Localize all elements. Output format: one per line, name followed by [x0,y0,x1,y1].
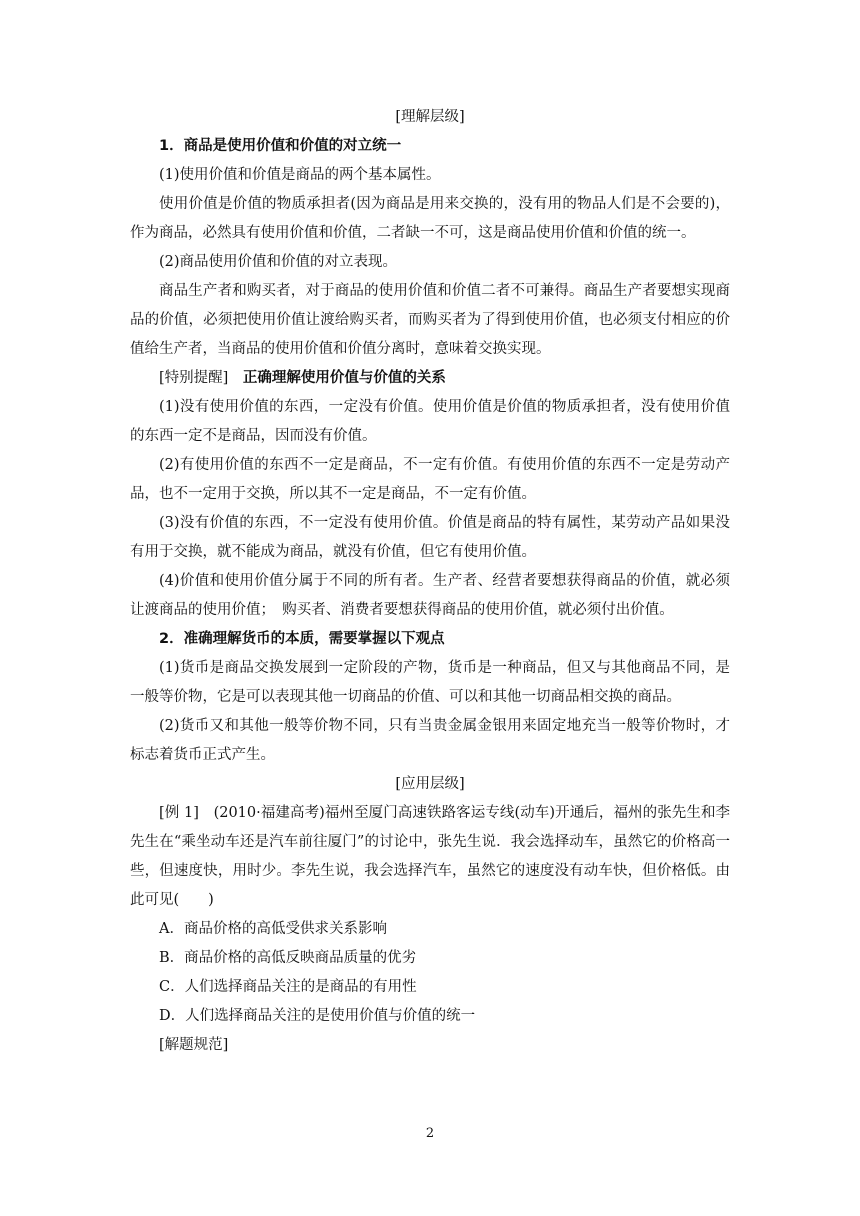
point2-item-2: (2)货币又和其他一般等价物不同，只有当贵金属金银用来固定地充当一般等价物时，才标志着货币正式产生。 [130,718,730,763]
point1-sub2: (2)商品使用价值和价值的对立表现。 [159,254,398,270]
example-body: 福州至厦门高速铁路客运专线(动车)开通后，福州的张先生和李先生在“乘坐动车还是汽车前往厦门”的讨论中，张先生说．我会选择动车，虽然它的价格高一些，但速度快，用时少。李先生说，我会选择汽车，虽然它的速度没有动车快，但价格低。由此可见( ) [130,805,731,908]
point1-sub1: (1)使用价值和价值是商品的两个基本属性。 [159,167,441,183]
reminder-label: [特别提醒] [159,370,229,386]
point1-para1: 使用价值是价值的物质承担者(因为商品是用来交换的，没有用的物品人们是不会要的)，作为商品，必然具有使用价值和价值，二者缺一不可，这是商品使用价值和价值的统一。 [130,196,730,241]
reminder-item-1: (1)没有使用价值的东西，一定没有价值。使用价值是价值的物质承担者，没有使用价值的东西一定不是商品，因而没有价值。 [130,399,730,444]
example-option-c: C．人们选择商品关注的是商品的有用性 [159,979,417,995]
reminder-item-4: (4)价值和使用价值分属于不同的所有者。生产者、经营者要想获得商品的价值，就必须让渡商品的使用价值； 购买者、消费者要想获得商品的使用价值，就必须付出价值。 [130,573,730,618]
point1-para2: 商品生产者和购买者，对于商品的使用价值和价值二者不可兼得。商品生产者要想实现商品的价值，必须把使用价值让渡给购买者，而购买者为了得到使用价值，也必须支付相应的价值给生产者，当商品的使用价值和价值分离时，意味着交换实现。 [130,283,730,357]
point2-item-1: (1)货币是商品交换发展到一定阶段的产物，货币是一种商品，但又与其他商品不同，是一般等价物，它是可以表现其他一切商品的价值、可以和其他一切商品相交换的商品。 [130,660,730,705]
document-body [130,103,730,1060]
reminder-heading [130,364,730,393]
page-number: 2 [425,1126,435,1141]
section-header-understanding: [理解层级] [395,109,465,125]
example-option-b: B．商品价格的高低反映商品质量的优劣 [159,950,417,966]
example-option-a: A．商品价格的高低受供求关系影响 [159,921,387,937]
example-source: (2010·福建高考) [213,805,325,821]
point1-heading: 1．商品是使用价值和价值的对立统一 [159,138,402,154]
point2-heading: 2．准确理解货币的本质，需要掌握以下观点 [159,631,445,647]
example-question [130,799,730,915]
reminder-item-3: (3)没有价值的东西，不一定没有使用价值。价值是商品的特有属性，某劳动产品如果没有用于交换，就不能成为商品，就没有价值，但它有使用价值。 [130,515,730,560]
section-header-application: [应用层级] [395,776,465,792]
example-label: [例 1] [159,805,199,821]
solution-label: [解题规范] [159,1037,229,1053]
example-option-d: D．人们选择商品关注的是使用价值与价值的统一 [159,1008,476,1024]
reminder-item-2: (2)有使用价值的东西不一定是商品，不一定有价值。有使用价值的东西不一定是劳动产品，也不一定用于交换，所以其不一定是商品，不一定有价值。 [130,457,730,502]
reminder-title: 正确理解使用价值与价值的关系 [242,370,446,386]
